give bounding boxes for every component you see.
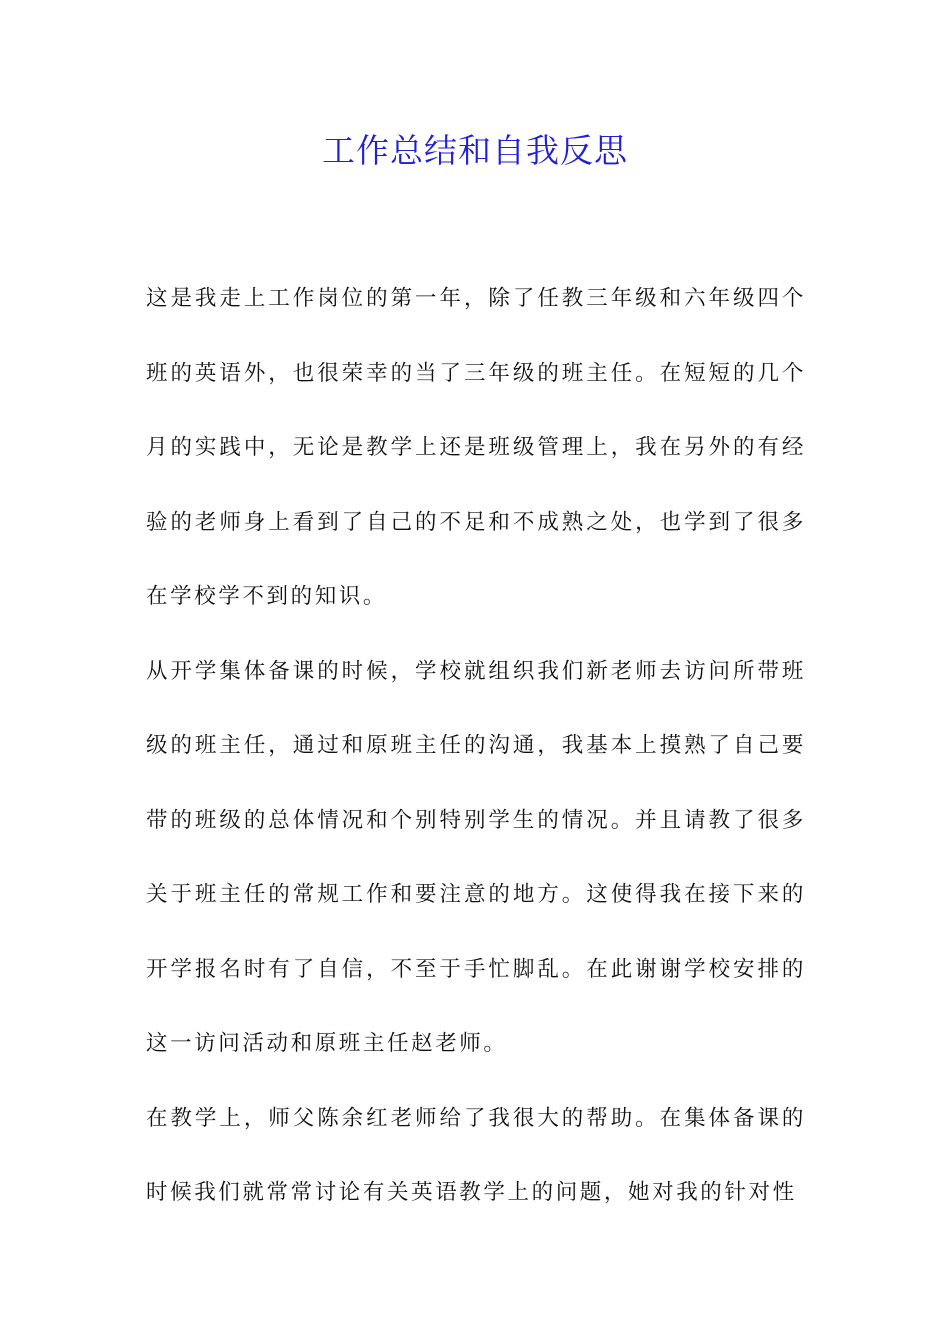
- paragraph-3: 在教学上，师父陈余红老师给了我很大的帮助。在集体备课的时候我们就常常讨论有关英语教学上的问题，她对我的针对性: [146, 1105, 806, 1205]
- document-title: 工作总结和自我反思: [322, 131, 628, 170]
- document-body: [146, 262, 806, 1231]
- paragraph-2: 从开学集体备课的时候，学校就组织我们新老师去访问所带班级的班主任，通过和原班主任的沟通，我基本上摸熟了自己要带的班级的总体情况和个别特别学生的情况。并且请教了很多关于班主任的常规工作和要注意的地方。这使得我在接下来的开学报名时有了自信，不至于手忙脚乱。在此谢谢学校安排的这一访问活动和原班主任赵老师。: [146, 658, 806, 1056]
- paragraph-1: 这是我走上工作岗位的第一年，除了任教三年级和六年级四个班的英语外，也很荣幸的当了三年级的班主任。在短短的几个月的实践中，无论是教学上还是班级管理上，我在另外的有经验的老师身上看到了自己的不足和不成熟之处，也学到了很多在学校学不到的知识。: [146, 286, 806, 609]
